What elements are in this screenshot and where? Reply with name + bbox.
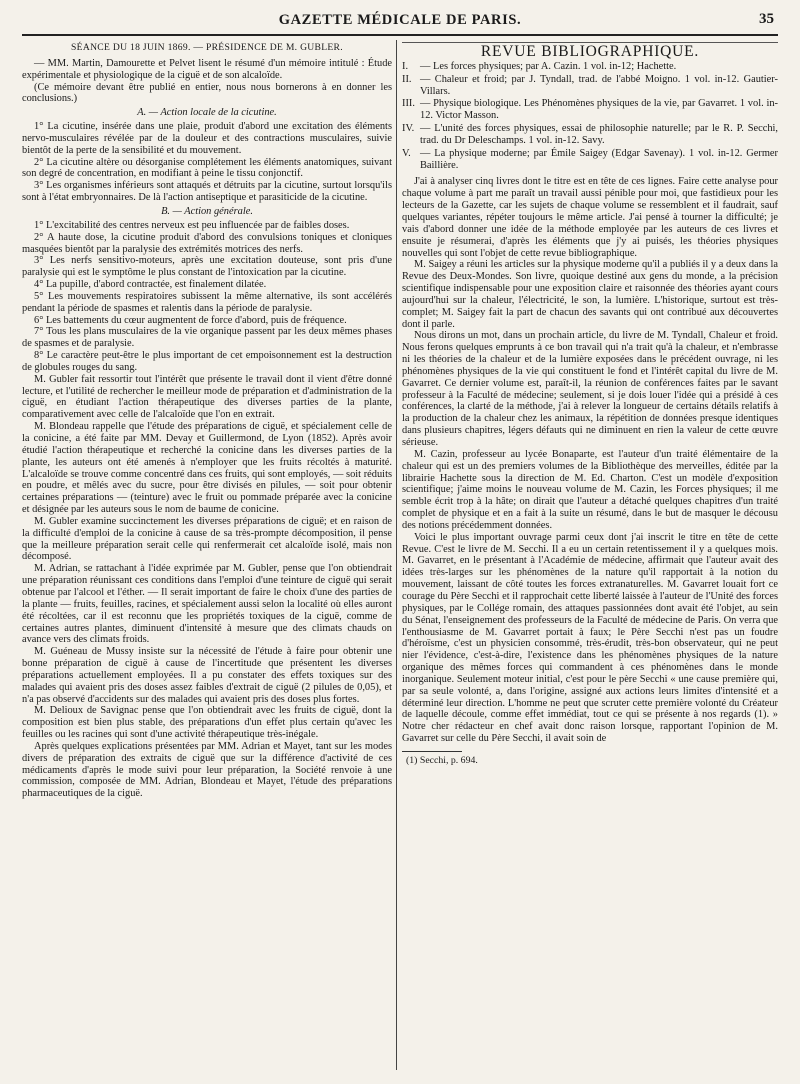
bibliography-entry — [402, 74, 778, 98]
conclusion-item: 2° La cicutine altère ou désorganise complétement les éléments anatomiques, suivant son degré de concentration, en modifiant à peine le tissu conjonctif. — [22, 156, 392, 180]
entry-number: V. — [402, 147, 411, 159]
conclusion-item: 7° Tous les plans musculaires de la vie organique passent par les deux mêmes phases de spasmes et de paralysie. — [22, 326, 392, 350]
review-paragraph: Voici le plus important ouvrage parmi ceux dont j'ai inscrit le titre en tête de cette Revue. C'est le livre de M. Secchi. Il a eu un certain retentissement il y a quelques mois. M. Gavarret, en le présentant à l'Académie de médecine, affirmait que l'auteur avait des idées très-larges sur les phénomènes de la nature qu'il rapportait à la notion du mouvement, laissant de côté toutes les forces extranaturelles. M. Gavarret louait fort ce courage du Père Secchi et il rapprochait cette liberté laissée à l'auteur de l'Unité des forces physiques, par le Collége romain, des attaques passionnées dont avait été l'objet, au sein du Sénat, l'enseignement des professeurs de la Faculté de médecine de Paris. On verra que l'enthousiasme de M. Gavarret portait à faux; le Père Secchi n'est pas un foudre d'héroïsme, c'est un physicien consommé, très-érudit, très-bon observateur, qui ne peut nier l'évidence, c'est-à-dire, l'existence dans les phénomènes physiques de la nature organique des mêmes forces qui commandent à ces phénomènes dans le monde inorganique. Seulement moteur initial, c'est pour le père Secchi « une cause première qui, par sa seule volonté, a, dans l'origine, assigné aux actions leurs limites d'intensité et a déterminé leur direction. L'homme ne peut que scruter cette première volonté du Créateur de laquelle découle, comme effet immédiat, tout ce qui se présente à nos regards (1). » Notre cher rédacteur en chef avait donc raison lorsque, rapportant l'opinion de M. Gavarret sur celle du Père Secchi, il avait soin de — [402, 531, 778, 745]
section-heading-b: B. — Action générale. — [161, 205, 253, 217]
entry-text: — Physique biologique. Les Phénomènes physiques de la vie, par Gavarret. 1 vol. in-12. Victor Masson. — [420, 98, 778, 122]
entry-number: IV. — [402, 123, 415, 135]
discussion-paragraph: Après quelques explications présentées par MM. Adrian et Mayet, tant sur les modes divers de préparation des extraits de ciguë que sur la différence d'activité de ces médicaments d'après le mode suivi pour leur préparation, la Société renvoie à une commission, composée de MM. Adrian, Blondeau et Mayet, l'étude des préparations pharmaceutiques de la ciguë. — [22, 740, 392, 800]
conclusion-item: 5° Les mouvements respiratoires subissent la même alternative, ils sont accélérés pendant la période de spasmes et ralentis dans la période de paralysie. — [22, 290, 392, 314]
page-number: 35 — [759, 11, 774, 27]
conclusion-item: 1° L'excitabilité des centres nerveux est peu influencée par de faibles doses. — [34, 219, 350, 231]
discussion-paragraph: M. Delioux de Savignac pense que l'on obtiendrait avec les fruits de ciguë, dont la composition est bien plus stable, des préparations d'un effet plus certain qu'avec les feuilles ou les racines qui sont d'une activité thérapeutique très-inégale. — [22, 705, 392, 741]
review-paragraph: M. Cazin, professeur au lycée Bonaparte, est l'auteur d'un traité élémentaire de la chaleur qui est un des premiers volumes de la Bibliothèque des merveilles, éditée par la librairie Hachette sous la direction de M. Ed. Charton. C'est un modèle d'exposition scientifique; j'aime moins le nouveau volume de M. Cazin, les Forces physiques; il me semble écrit trop à la hâte; on dirait que l'auteur a détaché quelques chapitres d'un traité complet de physique et en a fait à la suite un résumé, dans le but de masquer le décousu des notions précédemment données. — [402, 448, 778, 531]
footnote-rule — [402, 751, 462, 752]
conclusion-item: 6° Les battements du cœur augmentent de force d'abord, puis de fréquence. — [34, 314, 347, 326]
revue-title: REVUE BIBLIOGRAPHIQUE. — [402, 42, 778, 58]
discussion-paragraph: M. Blondeau rappelle que l'étude des préparations de ciguë, et spécialement celle de la conicine, a été faite par MM. Devay et Guillermond, de Lyon (1852). Après avoir étudié l'action thérapeutique et recherché la conicine dans les diverses parties de la plante, les auteurs ont été amenés à n'employer que les fruits récoltés à maturité. L'alcaloïde se trouve comme concentré dans ces fruits, qui sont employés, — soit réduits en poudre, et mêlés avec du sucre, pour être divisés en pilules, — soit pour obtenir certaines préparations — (teinture) avec le fruit ou pommade préparée avec la conicine et désignée par les auteurs sous le nom de baume de conicine. — [22, 421, 392, 516]
paragraph: (Ce mémoire devant être publié en entier, nous nous bornerons à en donner les conclusions.) — [22, 81, 392, 105]
bibliography-entry — [402, 123, 778, 147]
page-header — [22, 8, 778, 36]
left-column — [22, 40, 392, 1076]
entry-text: — Chaleur et froid; par J. Tyndall, trad. de l'abbé Moigno. 1 vol. in-12. Gautier-Villars. — [420, 73, 778, 97]
conclusion-item: 1° La cicutine, insérée dans une plaie, produit d'abord une excitation des éléments nervo-musculaires révélée par de la douleur et des contractions musculaires, suivie bientôt de la perte de la sensibilité et du mouvement. — [22, 121, 392, 156]
bibliography-entry — [402, 98, 778, 122]
bibliography-list — [402, 61, 778, 172]
entry-number: II. — [402, 73, 412, 85]
discussion-paragraph: M. Guéneau de Mussy insiste sur la nécessité de l'étude à faire pour obtenir une bonne préparation de ciguë à cause de l'incertitude que présentent les diverses préparations actuellement employées. Il a pu constater des effets toxiques sur des malades qui avaient pris des doses assez faibles d'extrait de ciguë (2 pilules de 0,05), et n'a pas observé d'accidents sur des malades qui avaient pris des doses plus fortes. — [22, 646, 392, 705]
footnote: (1) Secchi, p. 694. — [406, 754, 478, 766]
session-heading: SÉANCE DU 18 JUIN 1869. — PRÉSIDENCE DE M. GUBLER. — [71, 42, 343, 53]
entry-number: I. — [402, 60, 409, 72]
journal-title: GAZETTE MÉDICALE DE PARIS. — [278, 12, 522, 28]
review-paragraph: Nous dirons un mot, dans un prochain article, du livre de M. Tyndall, Chaleur et froid. Nous ferons quelques emprunts à ce bon travail qui n'a trait qu'à la chaleur, et n'embrasse ni les théories de la chaleur et de la lumière exposées dans le précédent ouvrage, ni les phénomènes physiques de la vie qui constituent le fond et l'intérêt capital du livre de M. Gavarret. Ce dernier volume est, paraît-il, la réunion de conférences faites par le savant professeur à la Faculté de médecine; seulement, si je dois louer l'idée qui a présidé à ces conférences, la clarté de la méthode, j'ai à relever la longueur de certains détails relatifs à la production de la chaleur chez les animaux, la répétition de données presque identiques dans plusieurs chapitres, légers défauts qui ne diminuent en rien la valeur de cette œuvre sérieuse. — [402, 330, 778, 448]
entry-text: — La physique moderne; par Émile Saigey (Edgar Savenay). 1 vol. in-12. Germer Baillière. — [420, 147, 778, 171]
bibliography-entry — [402, 61, 778, 73]
conclusion-item: 2° A haute dose, la cicutine produit d'abord des convulsions toniques et cloniques masquées bientôt par la paralysie des extrémités motrices des nerfs. — [22, 231, 392, 255]
bibliography-entry — [402, 148, 778, 172]
discussion-paragraph: M. Adrian, se rattachant à l'idée exprimée par M. Gubler, pense que l'on obtiendrait une préparation réunissant ces conditions dans l'emploi d'une teinture de ciguë qui serait obtenue par l'alcool et l'éther. — Il serait important de faire le choix d'une des parties de la plante — fruits, feuilles, racines, et spécialement aussi selon la localité où elles auront été récoltées, car il est reconnu que les propriétés toxiques de la ciguë, comme de certaines autres plantes, diminuent d'intensité à mesure que des climats chauds on avance vers des climats froids. — [22, 563, 392, 646]
conclusion-item: 3° Les nerfs sensitivo-moteurs, après une excitation douteuse, sont pris d'une paralysie qui est le symptôme le plus constant de l'intoxication par la cicutine. — [22, 255, 392, 279]
conclusion-item: 4° La pupille, d'abord contractée, est finalement dilatée. — [34, 279, 267, 291]
column-divider — [396, 40, 397, 1070]
conclusion-item: 8° Le caractère peut-être le plus important de cet empoisonnement est la destruction de globules rouges du sang. — [22, 350, 392, 373]
entry-text: — Les forces physiques; par A. Cazin. 1 vol. in-12; Hachette. — [420, 60, 677, 72]
review-paragraph: J'ai à analyser cinq livres dont le titre est en tête de ces lignes. Faire cette analyse pour chaque volume à part me paraît un travail aussi pénible pour moi, que fastidieux pour les lecteurs de la Gazette, car les sujets de chaque volume se ressemblent et il faudrait, sauf quelques variantes, répéter toujours le même article. J'ai pensé à tourner la difficulté; je vais d'abord donner une idée de la méthode employée par les auteurs de ces livres et ensuite je résumerai, d'après les éléments que j'y ai puisés, les théories physiques nouvelles qui sont l'objet de cette revue bibliographique. — [402, 176, 778, 259]
conclusion-item: 3° Les organismes inférieurs sont attaqués et détruits par la cicutine, surtout lorsqu'ils sont à l'état embryonnaires. De là l'action antiseptique et parasiticide de la cicutine. — [22, 180, 392, 204]
entry-number: III. — [402, 98, 415, 110]
entry-text: — L'unité des forces physiques, essai de philosophie naturelle; par le R. P. Secchi, trad. du Dr Deleschamps. 1 vol. in-12. Savy. — [420, 123, 778, 146]
paragraph: — MM. Martin, Damourette et Pelvet lisent le résumé d'un mémoire intitulé : Étude expérimentale et physiologique de la ciguë et de son alcaloïde. — [22, 57, 392, 81]
discussion-paragraph: M. Gubler fait ressortir tout l'intérêt que présente le travail dont il vient d'être donné lecture, et l'utilité de rechercher le meilleur mode de préparation et d'administration de la ciguë, en étudiant l'action thérapeutique des diverses parties de la plante, comparativement avec celle de l'alcaloïde que l'on en extrait. — [22, 373, 392, 421]
discussion-paragraph: M. Gubler examine succinctement les diverses préparations de ciguë; et en raison de la difficulté d'emploi de la conicine à cause de sa très-prompte décomposition, il pense que la meilleure préparation serait celle qui renfermerait cet alcaloïde isolé, mais non décomposé. — [22, 515, 392, 563]
section-heading-a: A. — Action locale de la cicutine. — [137, 107, 277, 119]
right-column — [402, 40, 778, 1076]
review-paragraph: M. Saigey a réuni les articles sur la physique moderne qu'il a publiés il y a deux dans la Revue des Deux-Mondes. Son livre, quoique destiné aux gens du monde, a la précision scientifique indispensable pour une exposition claire et raisonnée des théories ayant cours aujourd'hui sur la chaleur, l'électricité, le son, la lumière. L'historique, surtout est très-complet; M. Saigey fait la part de chacun des savants qui ont contribué aux découvertes dont il parle. — [402, 259, 778, 330]
